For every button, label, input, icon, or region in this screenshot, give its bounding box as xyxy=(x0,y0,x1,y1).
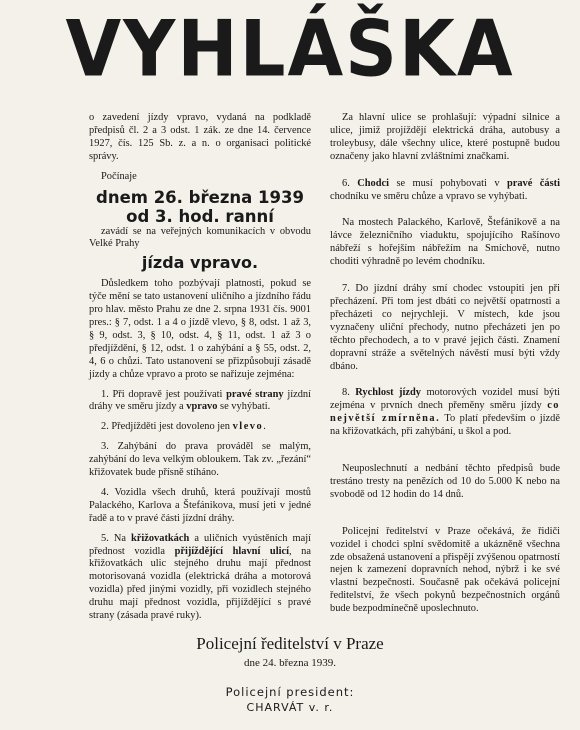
rule-2: 2. Předjížděti jest dovoleno jen vlevo. xyxy=(101,421,266,433)
jizda-vpravo-heading: jízda vpravo. xyxy=(141,253,259,273)
expectation-paragraph: Policejní ředitelství v Praze očekává, že řidiči vozidel i chodci splní svědomitě a ukázněně všechna zde obsažená ustanovení a přispějí zvýšenou opatrností nejen k zamezení dopravních nehod, nýbrž i ke své vlastní bezpečnosti. Současně pak očekává policejní ředitelství, že všech pokynů bezpečnostních orgánů bude bezpodmínečně uposlechnuto. xyxy=(330,525,560,615)
signatory-role: Policejní president: xyxy=(225,685,355,699)
rule-1: 1. Při dopravě jest používati pravé strany jízdní dráhy ve směru jízdy a vpravo se vyhýbati. xyxy=(89,388,311,413)
signatory-name: CHARVÁT v. r. xyxy=(246,701,334,714)
left-column xyxy=(89,112,311,623)
intro-paragraph: o zavedení jízdy vpravo, vydaná na podkladě předpisů čl. 2 a 3 odst. 1 zák. ze dne 14. července 1927, čís. 125 Sb. z. a n. o organisaci politické správy. xyxy=(89,112,311,162)
bridges-paragraph: Na mostech Palackého, Karlově, Štefánikově a na lávce železničního viaduktu, spojujícího Rašínovo nábřeží s hořejším nábřežím na Smíchově, nutno choditi výhradně po levém chodníku. xyxy=(330,217,560,268)
main-streets-paragraph: Za hlavní ulice se prohlašují: výpadní silnice a ulice, jimiž projíždějí elektrická dráha, autobusy a troleybusy, dále všechny ulice, které postupně budou označeny jako hlavní zvláštními značkami. xyxy=(330,112,560,162)
zavadi-text: zavádí se na veřejných komunikacích v obvodu Velké Prahy xyxy=(89,225,311,250)
right-column xyxy=(330,112,560,616)
rule-8: 8. Rychlost jízdy motorových vozidel musí býti zejména v prvních dnech přeměny směru jízdy co největší zmírněna. To platí především o jízdě na křižovatkách, při zahýbání, u škol a pod. xyxy=(330,387,560,438)
rule-6: 6. Chodci se musí pohybovati v pravé části chodníku ve směru chůze a vpravo se vyhýbati. xyxy=(330,177,560,202)
date-line-1: dnem 26. března 1939 xyxy=(96,187,304,207)
rule-7: 7. Do jízdní dráhy smí chodec vstoupiti jen při přecházení. Při tom jest dbáti co největší opatrnosti a přecházeti co nejrychleji. V místech, kde jsou vyznačeny uliční přechody, nutno přecházeti jen po těchto přechodech, a to v pravé jejich části. Znamení dopravní stráže a světelných návěstí musí býti vždy dbáno. xyxy=(330,283,560,372)
issuing-authority: Policejní ředitelství v Praze xyxy=(196,634,384,653)
issue-date: dne 24. března 1939. xyxy=(244,657,336,669)
penalties-paragraph: Neuposlechnutí a nedbání těchto předpisů bude trestáno tresty na penězích od 10 do 5.000 K nebo na svobodě od 12 hodin do 14 dnů. xyxy=(330,463,560,500)
date-line-2: od 3. hod. ranní xyxy=(126,206,274,226)
rule-5: 5. Na křižovatkách a uličních vyústěních mají přednost vozidla přijíždějící hlavní ulicí, na křižovatkách ulic stejného druhu mají přednost motorisovaná vozidla (elektrická dráha a motorová vozidla) před jinými vozidly, při vozidlech stejného druhu mají přednost vozidla, přijíždějící s pravé strany (zásada pravé ruky). xyxy=(89,532,311,622)
rule-3: 3. Zahýbání do prava prováděl se malým, zahýbání do leva velkým obloukem. Tak zv. „řezání“ křižovatek bude přísně stíháno. xyxy=(89,441,311,479)
poster-title: VYHLÁŠKA xyxy=(65,2,515,94)
dusledkem-paragraph: Důsledkem toho pozbývají platnosti, pokud se týče mění se tato ustanovení uličního a jízdního řádu pro hlav. město Prahu ze dne 2. srpna 1931 čís. 9001 pres.: § 7, odst. 1 a 4 o jízdě vlevo, § 8, odst. 1 až 3, § 9, odst. 3, § 10, odst. 4, § 11, odst. 1 až 3 o předjíždění, § 12, odst. 1 o zahýbání a § 55, odst. 2, 4, 6 o chůzi. Tato ustanovení se přizpůsobují zásadě jízdy a chůze vpravo a proto se nařizuje zejména: xyxy=(89,278,311,380)
pocinaje-text: Počínaje xyxy=(101,170,137,182)
rule-4: 4. Vozidla všech druhů, která používají mostů Palackého, Karlova a Štefánikova, musí jeti v jedné řadě a to v pravé části jízdní dráhy. xyxy=(89,486,311,524)
